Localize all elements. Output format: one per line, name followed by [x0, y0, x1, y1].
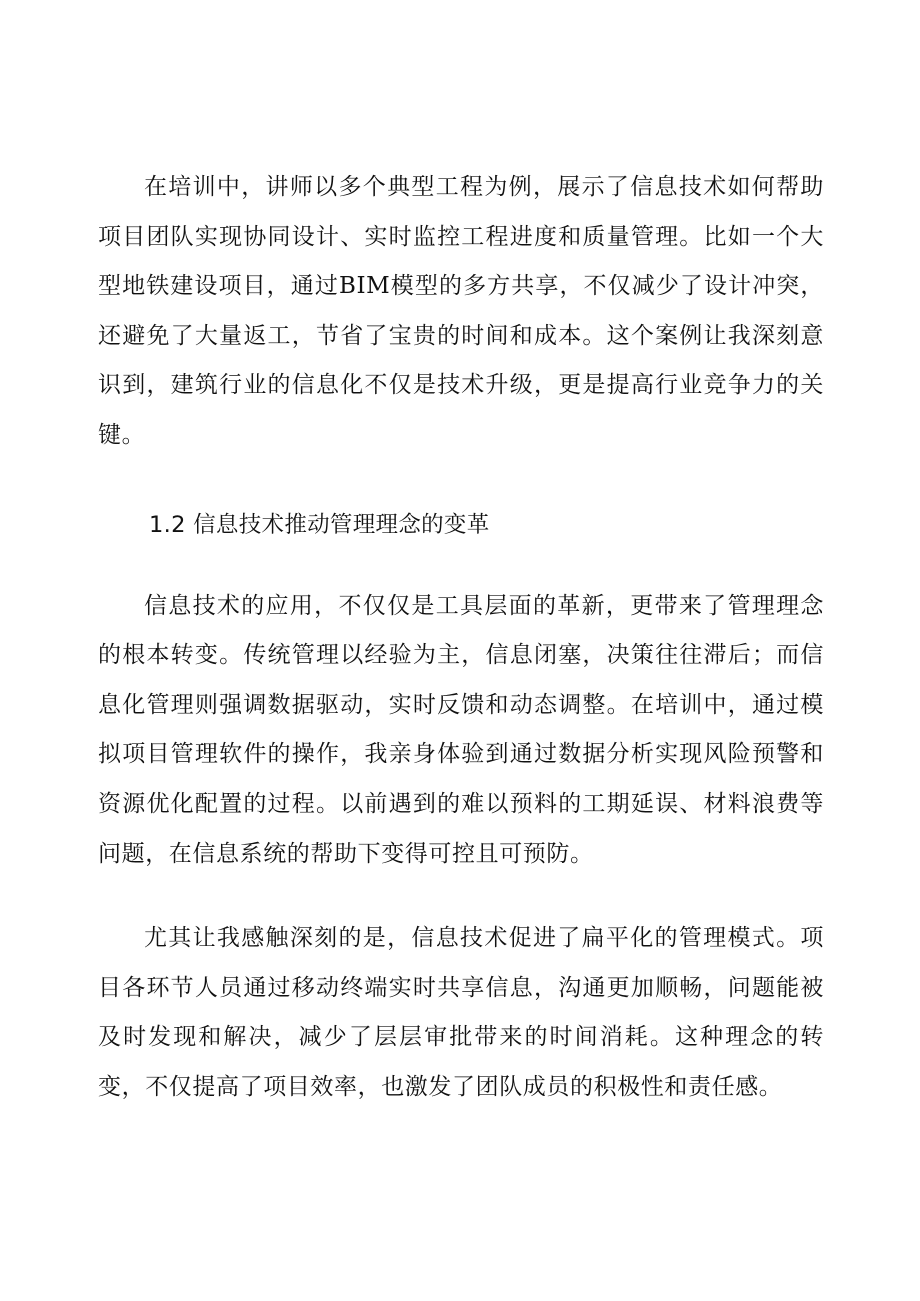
paragraph-management-concept: 信息技术的应用，不仅仅是工具层面的革新，更带来了管理理念的根本转变。传统管理以经验为主，信息闭塞，决策往往滞后；而信息化管理则强调数据驱动，实时反馈和动态调整。在培训中，通过模拟项目管理软件的操作，我亲身体验到通过数据分析实现风险预警和资源优化配置的过程。以前遇到的难以预料的工期延误、材料浪费等问题，在信息系统的帮助下变得可控且可预防。: [98, 592, 824, 867]
section-heading: 1.2 信息技术推动管理理念的变革: [149, 511, 490, 538]
paragraph-training-cases: 在培训中，讲师以多个典型工程为例，展示了信息技术如何帮助项目团队实现协同设计、实时监控工程进度和质量管理。比如一个大型地铁建设项目，通过BIM模型的多方共享，不仅减少了设计冲突，还避免了大量返工，节省了宝贵的时间和成本。这个案例让我深刻意识到，建筑行业的信息化不仅是技术升级，更是提高行业竞争力的关键。: [98, 174, 824, 448]
document-body: [98, 163, 824, 1113]
paragraph-flat-management: 尤其让我感触深刻的是，信息技术促进了扁平化的管理模式。项目各环节人员通过移动终端实时共享信息，沟通更加顺畅，问题能被及时发现和解决，减少了层层审批带来的时间消耗。这种理念的转变，不仅提高了项目效率，也激发了团队成员的积极性和责任感。: [98, 925, 824, 1100]
